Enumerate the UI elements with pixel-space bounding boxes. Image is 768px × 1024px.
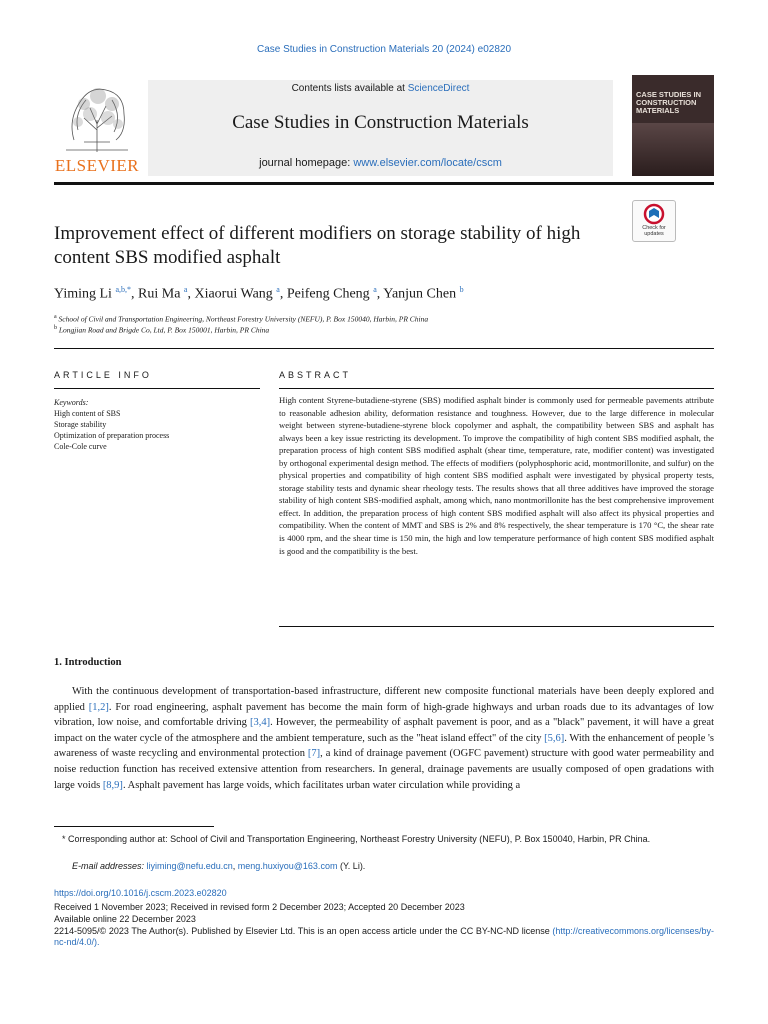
introduction-paragraph	[54, 684, 714, 793]
keyword-item: Cole-Cole curve	[54, 442, 107, 451]
keyword-item: Storage stability	[54, 420, 107, 429]
header-divider	[54, 182, 714, 185]
elsevier-logo[interactable]	[54, 80, 140, 176]
license-text: 2214-5095/© 2023 The Author(s). Published by Elsevier Ltd. This is an open access article under the CC BY-NC-ND license	[54, 926, 550, 936]
journal-masthead	[148, 80, 613, 176]
affiliation-text: School of Civil and Transportation Engineering, Northeast Forestry University (NEFU), P. Box 150040, Harbin, PR China	[58, 314, 429, 324]
publisher-name: ELSEVIER	[54, 156, 140, 175]
homepage-link[interactable]: www.elsevier.com/locate/cscm	[353, 157, 502, 169]
email-label: E-mail addresses:	[72, 861, 145, 871]
body-text: , a kind of drainage pavement (OGFC pavement) structure with good water permeability and noise reduction function has received extensive attention from researchers. In general, drainage pavements are usually composed of open gradations with large voids	[54, 748, 714, 791]
contents-prefix: Contents lists available at	[291, 83, 408, 94]
crossmark-label: Check for updates	[642, 225, 666, 237]
cover-image	[632, 123, 714, 176]
author-name[interactable]: Yiming Li	[54, 286, 112, 302]
citation-link[interactable]: [3,4]	[249, 717, 271, 729]
affiliation-text: Longjian Road and Brigde Co, Ltd, P. Box 150001, Harbin, PR China	[58, 325, 270, 335]
author-name[interactable]: Xiaorui Wang	[194, 286, 273, 302]
author-name[interactable]: Rui Ma	[138, 286, 181, 302]
license-statement	[54, 926, 714, 949]
email-link[interactable]: liyiming@nefu.edu.cn	[146, 861, 233, 871]
journal-cover[interactable]	[632, 75, 714, 176]
email-note: E-mail addresses: liyiming@nefu.edu.cn, meng.huxiyou@163.com (Y. Li).	[72, 861, 366, 871]
homepage-prefix: journal homepage:	[259, 157, 354, 169]
abstract-bottom-divider	[279, 626, 714, 627]
body-text: . Asphalt pavement has large voids, which facilitates urban water circulation while providing a	[122, 779, 521, 791]
author-name[interactable]: Yanjun Chen	[383, 286, 457, 302]
affiliations-divider	[54, 348, 714, 349]
doi-text[interactable]: https://doi.org/10.1016/j.cscm.2023.e02820	[54, 888, 227, 898]
cover-title: CASE STUDIES IN CONSTRUCTION MATERIALS	[636, 90, 702, 115]
body-text: With the continuous development of transportation-based infrastructure, different new composite functional materials have been deeply explored and applied	[54, 686, 714, 713]
author-name[interactable]: Peifeng Cheng	[286, 286, 370, 302]
journal-reference[interactable]: Case Studies in Construction Materials 20 (2024) e02820	[256, 44, 512, 55]
received-dates: Received 1 November 2023; Received in revised form 2 December 2023; Accepted 20 December 2023	[54, 902, 465, 912]
email-suffix: (Y. Li).	[339, 861, 366, 871]
author-list: Yiming Li $^{a,b,*}$, Rui Ma $^a$, Xiaorui Wang $^a$, Peifeng Cheng $^a$, Yanjun Chen $^b$	[54, 285, 464, 302]
paper-title: Improvement effect of different modifiers on storage stability of high content SBS modified asphalt	[54, 223, 581, 268]
footnote-divider	[54, 826, 214, 827]
author-affiliation-mark[interactable]: a	[276, 285, 280, 294]
abstract-heading: ABSTRACT	[279, 370, 352, 380]
keyword-item: High content of SBS	[54, 409, 121, 418]
affiliation	[54, 325, 269, 335]
corresponding-author-note: * Corresponding author at: School of Civil and Transportation Engineering, Northeast Forestry University (NEFU), P. Box 150040, Harbin, PR China.	[62, 834, 651, 844]
body-text: . However, the permeability of asphalt pavement is poor, and as a "black" pavement, it will have a great impact on the water cycle of the atmosphere and the ambient temperature, such as the "heat island effect" of the city	[54, 717, 715, 744]
article-info-heading: ARTICLE INFO	[54, 370, 152, 380]
license-link[interactable]: (http://creativecommons.org/licenses/by-nc-nd/4.0/).	[54, 926, 714, 948]
abstract-text: High content Styrene-butadiene-styrene (SBS) modified asphalt binder is commonly used for permeable pavements attribute to reasonable adhesion ability, deformation resistance and toughness. However, due to the large difference in molecular weight between styrene-butadiene-styrene block copolymer and asphalt, the compatibility between SBS and asphalt has always been a key issue restricting its development. To improve the compatibility of high content SBS modified asphalt, the preparation process of high content SBS modified asphalt (shear time, temperature, rate, modifier content) was investigated by orthogonal experimental design method. The effects of modifiers (polyphosphoric acid, montmorillonite, and sulfur) on the physical properties and compatibility of high content SBS modified asphalt were investigated by physical property tests, storage stability tests and dynamic shear rheology tests. The results shows that all three additives have improved the storage stability of high content SBS-modified asphalt, among which, nano montmorillonite has the best comprehensive improvement effect. In addition, the preparation process of high content SBS modified asphalt will also affect its physical properties and compatibility. When the content of MMT and SBS is 2% and 8% respectively, the shear temperature is 170 °C, the shear rate is 4000 rpm, and the shear time is 150 min, the high and low temperature performance of high content SBS modified asphalt is good and the compatibility is the best.	[279, 395, 714, 556]
crossmark-icon	[633, 201, 675, 225]
body-text: . With the enhancement of people 's awareness of waste recycling and environmental protection	[54, 732, 714, 760]
author-affiliation-mark[interactable]: b	[459, 285, 464, 294]
tree-logo-icon	[54, 80, 140, 154]
email-link[interactable]: meng.huxiyou@163.com	[237, 861, 338, 871]
affiliation-mark: b	[54, 325, 57, 331]
author-affiliation-mark[interactable]: a	[373, 285, 377, 294]
body-text: . For road engineering, asphalt pavement has become the main form of high-grade highways and urban roads due to its advantages of low vibration, low noise, and comfortable driving	[54, 701, 715, 729]
sciencedirect-link[interactable]: ScienceDirect	[407, 83, 470, 94]
keywords-block	[54, 397, 260, 452]
citation-link[interactable]: [8,9]	[102, 779, 123, 791]
affiliation-mark: a	[54, 314, 57, 320]
article-info-divider	[54, 388, 260, 389]
citation-link[interactable]: [1,2]	[88, 701, 109, 713]
doi-link[interactable]	[54, 888, 714, 899]
affiliation	[54, 314, 428, 324]
section-heading-introduction: 1. Introduction	[54, 657, 122, 668]
contents-line	[148, 83, 613, 94]
online-date: Available online 22 December 2023	[54, 914, 196, 924]
check-for-updates-button[interactable]	[632, 200, 676, 242]
keyword-item: Optimization of preparation process	[54, 431, 170, 440]
author-affiliation-mark[interactable]: a,b,*	[115, 285, 132, 294]
citation-link[interactable]: [7]	[307, 748, 321, 760]
homepage-line	[148, 157, 613, 169]
abstract-divider	[279, 388, 714, 389]
keywords-label: Keywords:	[54, 398, 89, 407]
citation-link[interactable]: [5,6]	[544, 732, 565, 744]
journal-title: Case Studies in Construction Materials	[232, 112, 529, 133]
author-affiliation-mark[interactable]: a	[183, 285, 188, 294]
